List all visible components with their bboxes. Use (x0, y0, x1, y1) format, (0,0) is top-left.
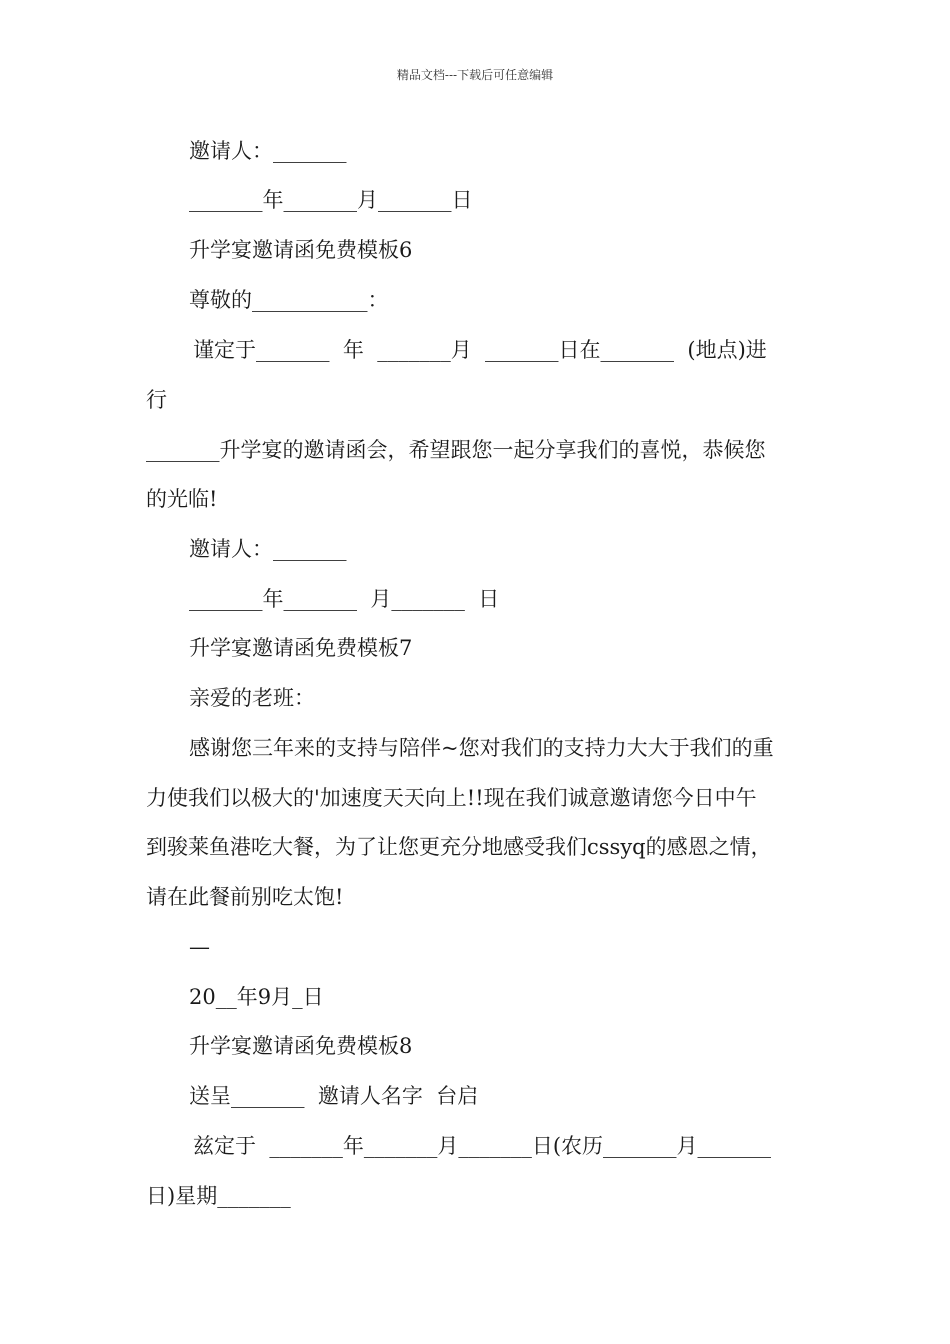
inviter-line: 邀请人：_______ (189, 537, 347, 561)
body-paragraph-line: 到骏莱鱼港吃大餐，为了让您更充分地感受我们cssyq的感恩之情， (146, 835, 772, 859)
page-header: 精品文档---下载后可任意编辑 (396, 68, 554, 82)
date-line: _______年_______ 月_______ 日 (189, 587, 500, 611)
body-paragraph-line: 日)星期_______ (146, 1184, 291, 1208)
inviter-line: 邀请人：_______ (189, 139, 347, 163)
body-paragraph-line: 行 (146, 388, 167, 412)
recipient-line: 送呈_______ 邀请人名字 台启 (189, 1084, 479, 1108)
body-paragraph-line: 的光临! (146, 487, 218, 511)
body-paragraph-line: 谨定于_______ 年 _______月 _______日在_______ (地点)进 (193, 338, 767, 362)
template-6-heading: 升学宴邀请函免费模板6 (189, 238, 413, 262)
salutation-line: 亲爱的老班： (189, 686, 315, 710)
template-7-heading: 升学宴邀请函免费模板7 (189, 636, 413, 660)
body-paragraph-line: _______升学宴的邀请函会，希望跟您一起分享我们的喜悦，恭候您 (146, 438, 766, 462)
body-paragraph-line: 请在此餐前别吃太饱! (146, 885, 344, 909)
date-line: _______年_______月_______日 (189, 188, 473, 212)
signature-dash: — (189, 935, 210, 959)
body-paragraph-line: 兹定于 _______年_______月_______日(农历_______月_______ (193, 1134, 772, 1158)
template-8-heading: 升学宴邀请函免费模板8 (189, 1034, 413, 1058)
salutation-line: 尊敬的___________： (189, 288, 389, 312)
body-paragraph-line: 力使我们以极大的'加速度天天向上!!现在我们诚意邀请您今日中午 (146, 786, 757, 810)
date-line: 20__年9月_日 (189, 985, 324, 1009)
body-paragraph-line: 感谢您三年来的支持与陪伴~您对我们的支持力大大于我们的重 (189, 736, 774, 760)
